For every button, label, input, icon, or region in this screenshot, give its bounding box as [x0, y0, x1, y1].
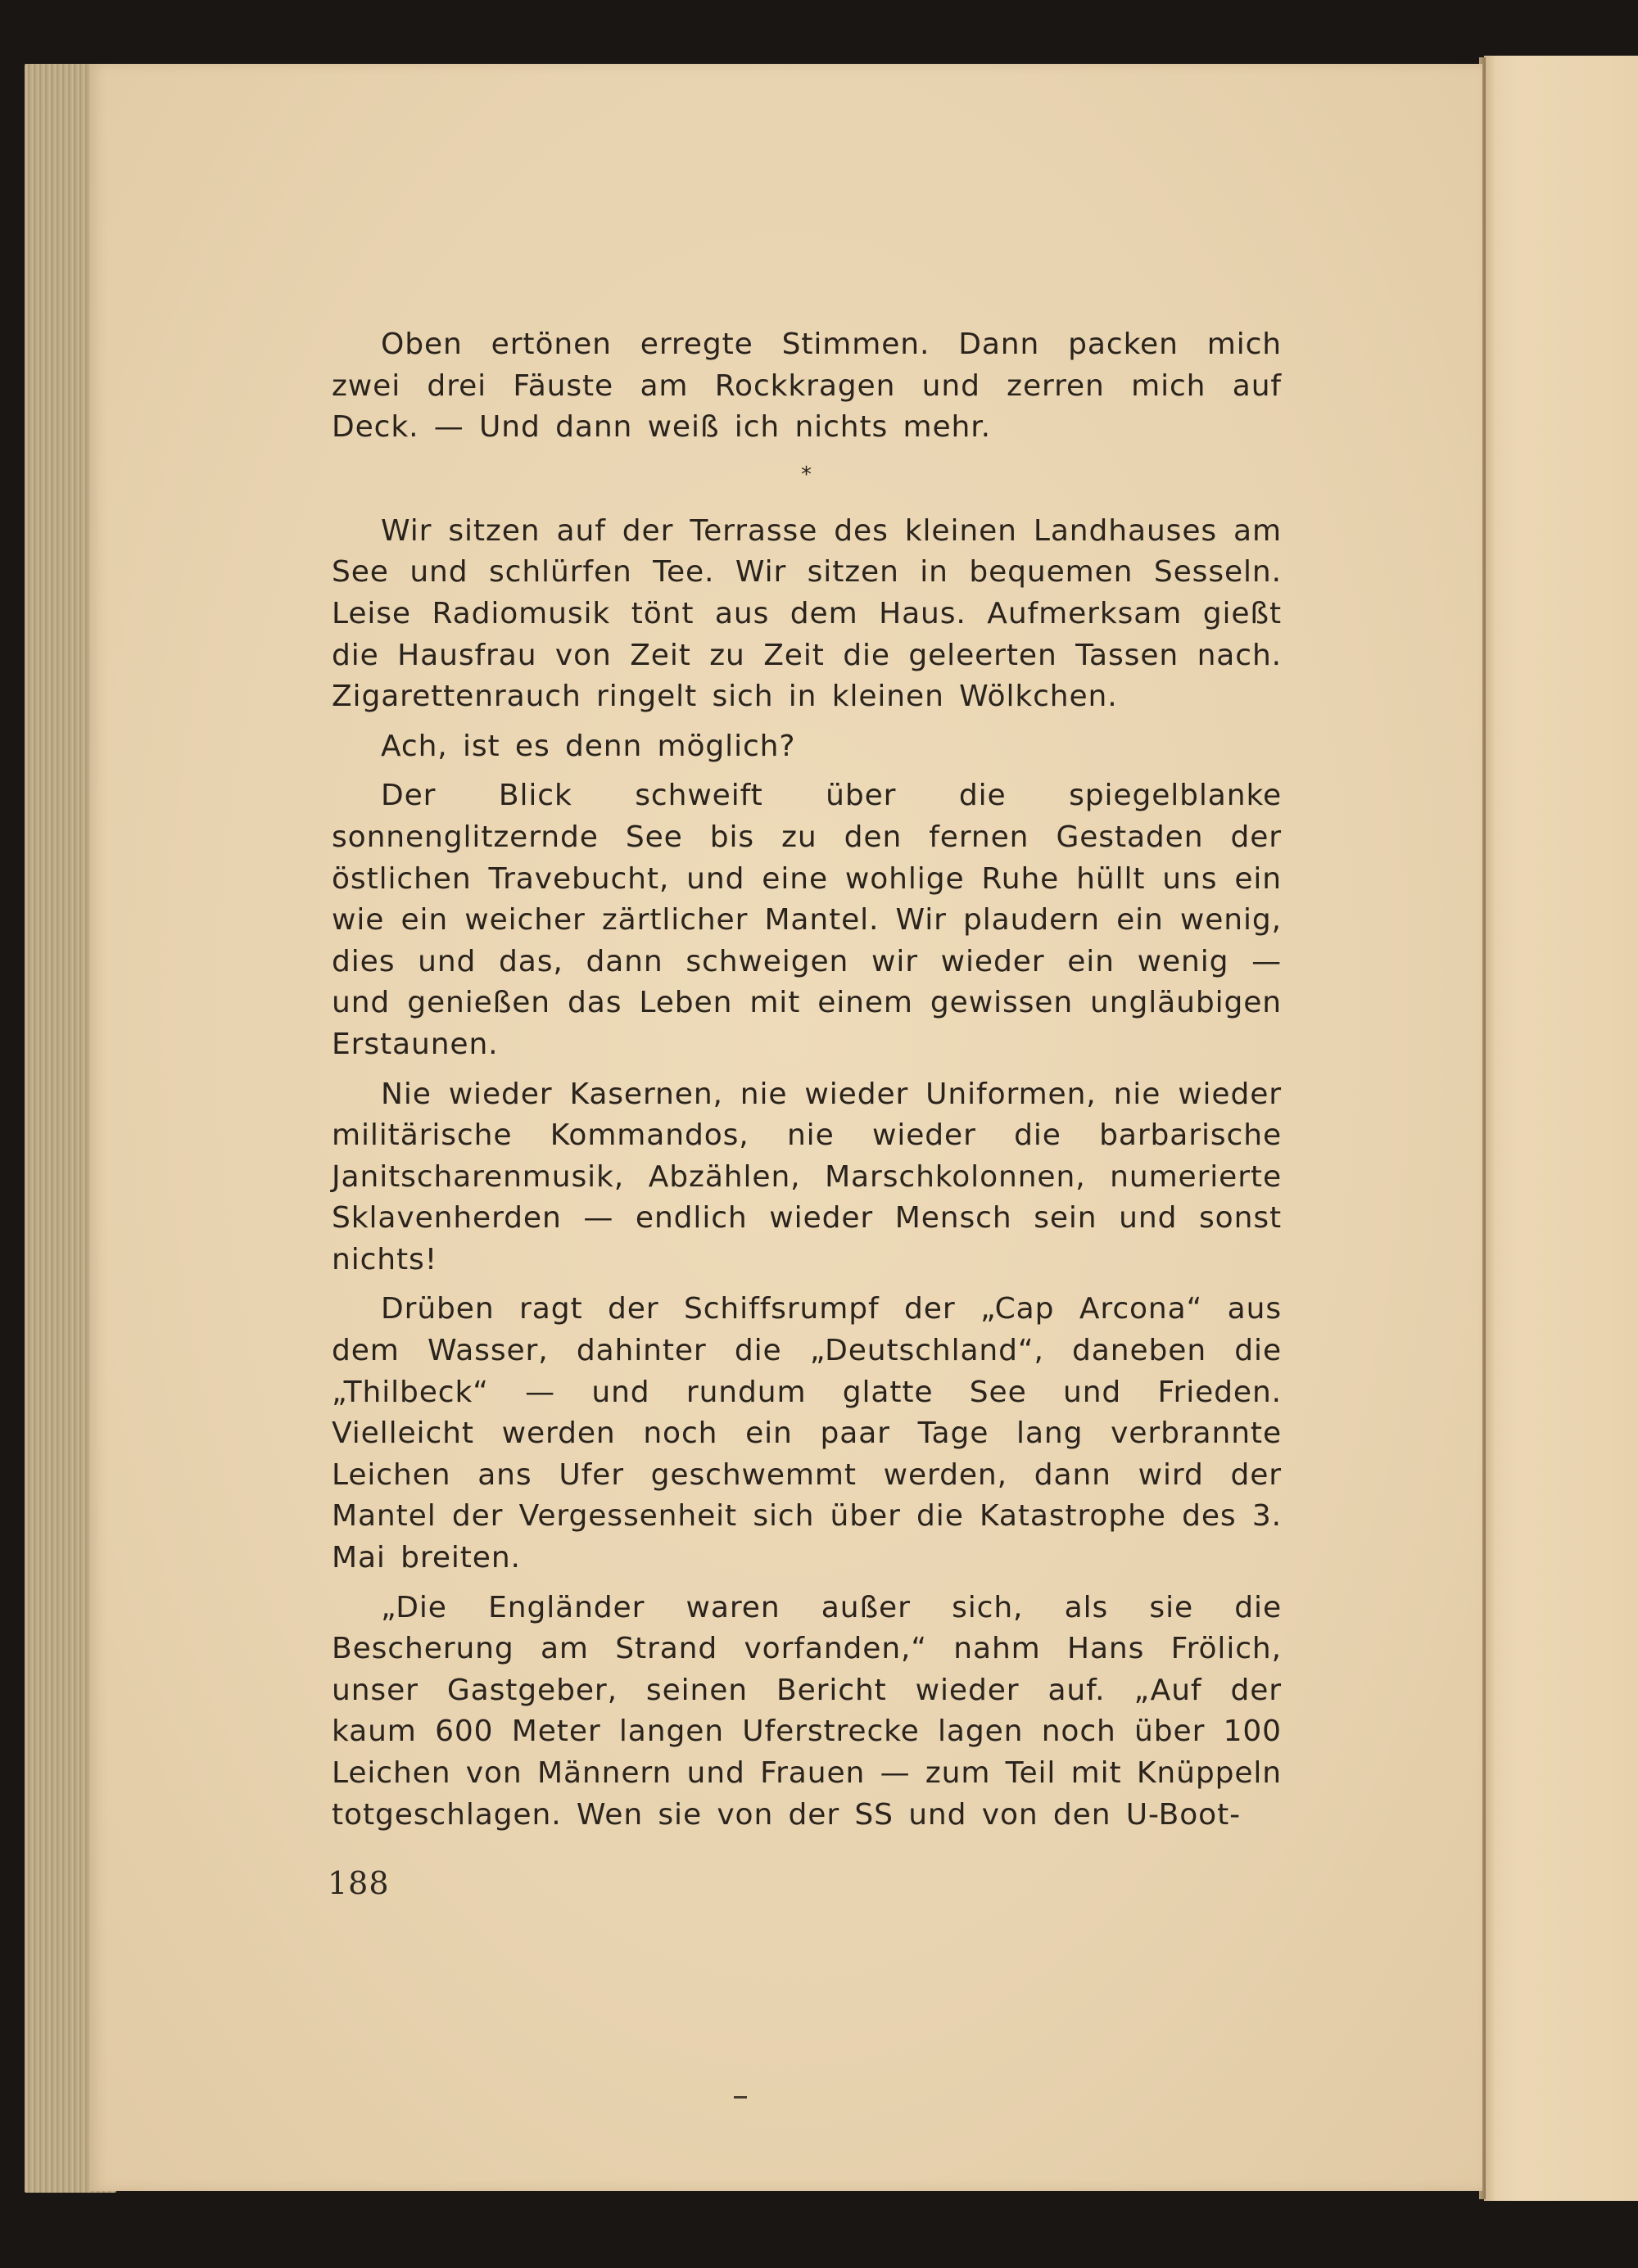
print-mark [734, 2096, 747, 2099]
paragraph: Der Blick schweift über die spiegelblanke sonnenglitzernde See bis zu den fernen Gestaden der östlichen Travebucht, und eine wohlige Ruhe hüllt uns ein wie ein weicher zärtlicher Mantel. Wir plaudern ein wenig, dies und das, dann schweigen wir wieder ein wenig — und genießen das Leben mit einem gewissen ungläubigen Erstaunen. [332, 779, 1282, 1061]
facing-page [1484, 56, 1638, 2201]
paragraph: Wir sitzen auf der Terrasse des kleinen Landhauses am See und schlürfen Tee. Wir sitzen in bequemen Sesseln. Leise Radiomusik tönt aus dem Haus. Aufmerksam gießt die Hausfrau von Zeit zu Zeit die geleerten Tassen nach. Zigarettenrauch ringelt sich in kleinen Wölkchen. [332, 513, 1282, 714]
paragraph: Drüben ragt der Schiffsrumpf der „Cap Arcona“ aus dem Wasser, dahinter die „Deutschland“, daneben die „Thilbeck“ — und rundum glatte See und Frieden. Vielleicht werden noch ein paar Tage lang verbrannte Leichen ans Ufer geschwemmt werden, dann wird der Mantel der Vergessenheit sich über die Katastrophe des 3. Mai breiten. [332, 1292, 1282, 1575]
paragraph: „Die Engländer waren außer sich, als sie die Bescherung am Strand vorfanden,“ nahm Hans Frölich, unser Gastgeber, seinen Bericht wieder auf. „Auf der kaum 600 Meter langen Uferstrecke lagen noch über 100 Leichen von Männern und Frauen — zum Teil mit Knüppeln totgeschlagen. Wen sie von der SS und von den U-Boot- [332, 1590, 1282, 1832]
paragraph: Ach, ist es denn möglich? [381, 729, 796, 763]
paragraph: Oben ertönen erregte Stimmen. Dann packen mich zwei drei Fäuste am Rockkragen und zerren mich auf Deck. — Und dann weiß ich nichts mehr. [332, 328, 1282, 445]
paragraph: Nie wieder Kasernen, nie wieder Uniformen, nie wieder militärische Kommandos, nie wieder die barbarische Janitscharenmusik, Abzählen, Marschkolonnen, numerierte Sklavenherden — endlich wieder Mensch sein und sonst nichts! [332, 1077, 1282, 1276]
section-break-asterisk: * [801, 462, 812, 487]
page-number: 188 [328, 1865, 390, 1901]
page-text-block [332, 324, 1282, 1844]
